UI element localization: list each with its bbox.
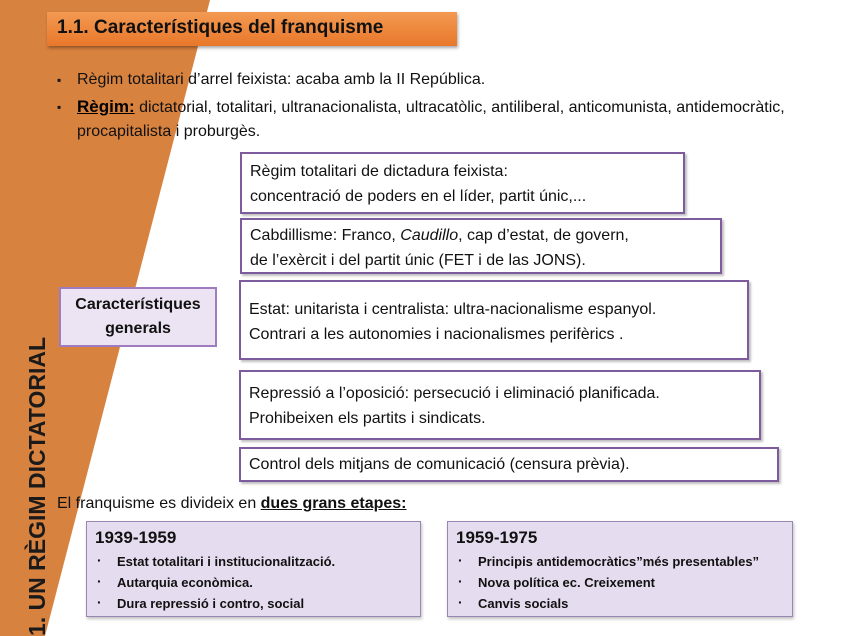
period-item: · Estat totalitari i institucionalització.	[95, 551, 412, 572]
bullet-1	[55, 68, 835, 92]
regim-label: Règim:	[77, 97, 135, 116]
feature-box-line: Prohibeixen els partits i sindicats.	[249, 410, 486, 427]
feature-box-text: , cap d’estat, de govern,	[458, 227, 629, 244]
feature-box-line	[250, 223, 712, 248]
feature-box-line: de l’exèrcit i del partit únic (FET i de las JONS).	[250, 252, 586, 269]
feature-box-line: Règim totalitari de dictadura feixista:	[250, 163, 508, 180]
feature-box-totalitarian	[240, 152, 685, 214]
bullet-2-text: dictatorial, totalitari, ultranacionalista, ultracatòlic, antiliberal, anticomunista, antidemocràtic, procapitalista i proburgès.	[77, 99, 785, 140]
period-panel-1959-1975	[447, 521, 793, 617]
feature-box-repressio	[239, 370, 761, 440]
bullet-dot-icon: ▪	[57, 73, 62, 87]
feature-box-cabdillisme	[240, 218, 722, 274]
feature-box-line: Contrari a les autonomies i nacionalismes perifèrics .	[249, 326, 624, 343]
period-item: · Dura repressió i contro, social	[95, 593, 412, 614]
periods-intro-text: El franquisme es divideix en	[57, 495, 261, 512]
period-years: 1939-1959	[95, 528, 177, 547]
bullet-1-text: Règim totalitari d’arrel feixista: acaba amb la II República.	[77, 71, 486, 88]
feature-box-text: Cabdillisme: Franco,	[250, 227, 401, 244]
period-item: · Principis antidemocràtics”més presentables”	[456, 551, 784, 572]
feature-box-line: Control dels mitjans de comunicació (censura prèvia).	[249, 456, 630, 473]
period-item: · Nova política ec. Creixement	[456, 572, 784, 593]
page-title: 1.1. Característiques del franquisme	[57, 17, 384, 38]
bullet-2	[55, 95, 835, 144]
feature-box-line: concentració de poders en el líder, partit únic,...	[250, 188, 587, 205]
period-items	[95, 551, 412, 614]
feature-box-estat	[239, 280, 749, 360]
period-items	[456, 551, 784, 614]
period-item: · Canvis socials	[456, 593, 784, 614]
characteristics-label-text: Característiques generals	[75, 296, 201, 337]
caudillo-emphasis: Caudillo	[400, 227, 459, 244]
period-item: · Autarquia econòmica.	[95, 572, 412, 593]
side-title: 1. UN RÈGIM DICTATORIAL	[24, 337, 50, 636]
title-bar	[47, 12, 457, 46]
period-years: 1959-1975	[456, 528, 538, 547]
periods-intro-emphasis: dues grans etapes:	[260, 495, 407, 512]
intro-bullets	[55, 68, 835, 144]
bullet-dot-icon: ▪	[57, 100, 62, 114]
feature-box-line: Estat: unitarista i centralista: ultra-nacionalisme espanyol.	[249, 301, 657, 318]
characteristics-label	[59, 287, 217, 347]
periods-intro	[57, 495, 406, 513]
feature-box-line: Repressió a l’oposició: persecució i eliminació planificada.	[249, 385, 660, 402]
period-panel-1939-1959	[86, 521, 421, 617]
feature-box-control	[239, 447, 779, 482]
